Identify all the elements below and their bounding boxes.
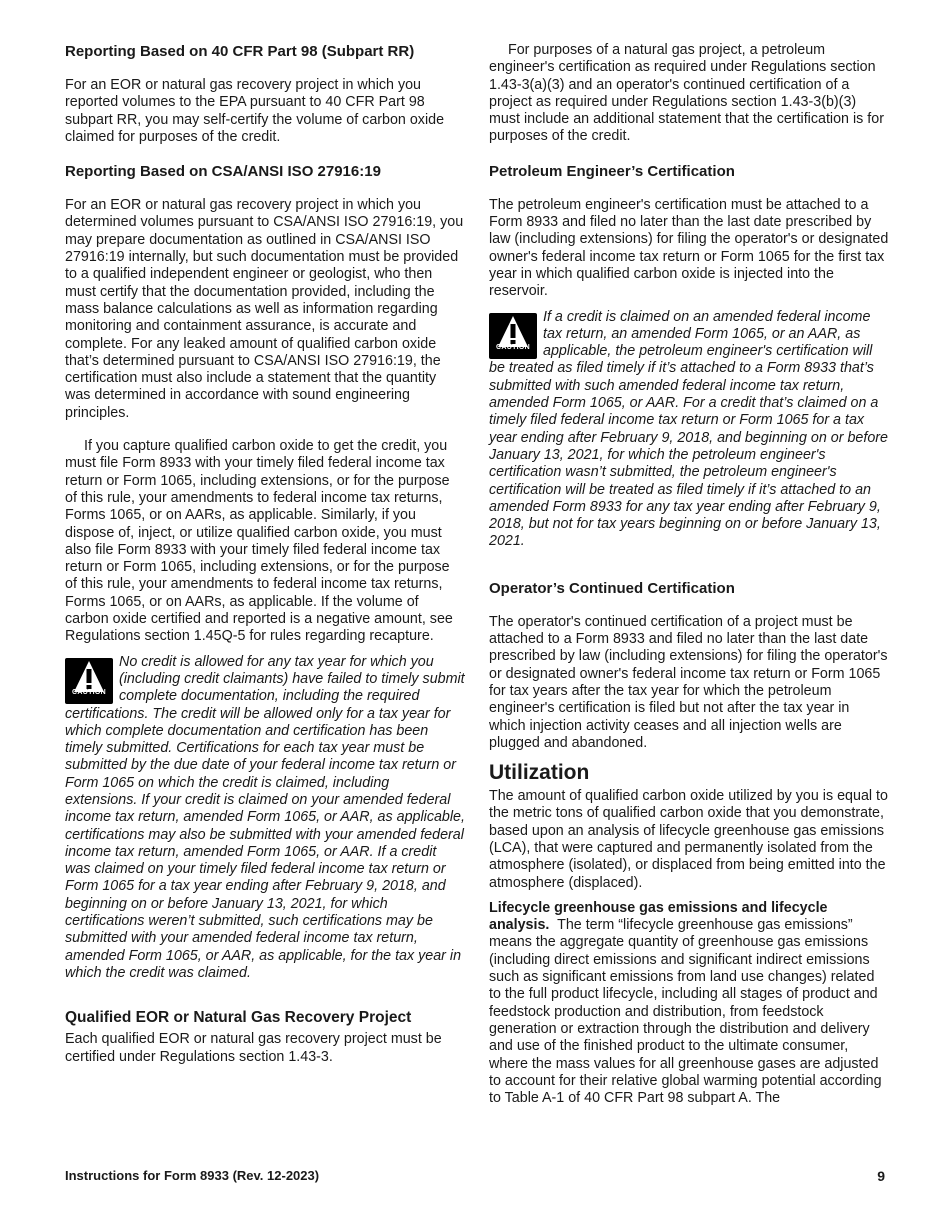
paragraph-subpart-rr: For an EOR or natural gas recovery project in which you reported volumes to the EPA pursuant to 40 CFR Part 98 subpart RR, you may self-certify the volume of carbon oxide claimed for purposes of the credit.: [65, 77, 445, 145]
footer-form-title: Instructions for Form 8933 (Rev. 12-2023): [65, 1168, 320, 1183]
paragraph-iso-27916: For an EOR or natural gas recovery project in which you determined volumes pursuant to CSA/ANSI ISO 27916:19, you may prepare documentation as outlined in CSA/ANSI ISO 27916:19 internally, but such documentation must be provided to a qualified independent engineer or geologist, who then must certify that the documentation provided, including the mass balance calculations as well as information regarding monitoring and containment assurance, is accurate and complete. For any leaked amount of qualified carbon oxide that’s determined pursuant to CSA/ANSI ISO 27916:19, the certification must also include a statement that the quantity was determined in accordance with sound engineering principles.: [65, 197, 464, 421]
paragraph-qualified-eor: Each qualified EOR or natural gas recovery project must be certified under Regulations section 1.43-3.: [65, 1031, 442, 1065]
lifecycle-runin-heading: Lifecycle greenhouse gas emissions and lifecycle analysis.: [489, 899, 828, 934]
caution-text-right: If a credit is claimed on an amended federal income tax return, an amended Form 1065, or an AAR, as applicable, the petroleum engineer's certification will be treated as filed timely if it’s attached to a Form 8933 that’s submitted with such amended federal income tax return, amended Form 1065, or AAR. For a credit that’s claimed on a timely filed federal income tax return or Form 1065 for a tax year ending after February 9, 2018, and beginning on or before January 13, 2021, for which the petroleum engineer's certification wasn’t submitted, the petroleum engineer's certification will be treated as filed timely if it’s attached to an amended Form 8933 for any tax year ending after February 9, 2018, but not for tax years beginning on or before January 13, 2021.: [489, 308, 889, 550]
paragraph-petroleum-engineer: The petroleum engineer's certification must be attached to a Form 8933 and filed no later than the last date prescribed by law (including extensions) for filing the operator's or designated owner's federal income tax return or Form 1065 for the first tax year in which qualified carbon oxide is injected into the reservoir.: [489, 196, 889, 300]
paragraph-utilization: The amount of qualified carbon oxide utilized by you is equal to the metric tons of qualified carbon oxide that you demonstrate, based upon an analysis of lifecycle greenhouse gas emissions (LCA), that were captured and permanently isolated from the atmosphere (isolated), or displaced from being emitted into the atmosphere (displaced).: [489, 788, 888, 891]
heading-operator-certification: Operator’s Continued Certification: [489, 579, 735, 597]
paragraph-operator-certification: The operator's continued certification of a project must be attached to a Form 8933 and filed no later than the last date prescribed by law (including extensions) for filing the operator's or designated owner's federal income tax return or Form 1065 for tax years after the tax year for which the petroleum engineer's certification is filed but not after the tax year in which injection activity ceases and all injection wells are plugged and abandoned.: [489, 613, 888, 751]
heading-iso-27916: Reporting Based on CSA/ANSI ISO 27916:19: [65, 163, 381, 181]
heading-subpart-rr: Reporting Based on 40 CFR Part 98 (Subpart RR): [65, 43, 415, 60]
caution-label: CAUTION: [496, 344, 530, 352]
caution-icon: [65, 658, 113, 704]
page-number: 9: [877, 1168, 885, 1184]
heading-utilization: Utilization: [489, 761, 590, 785]
caution-label: CAUTION: [72, 689, 106, 697]
heading-petroleum-engineer: Petroleum Engineer’s Certification: [489, 162, 735, 180]
caution-icon: [489, 313, 537, 359]
page-footer: [65, 1168, 885, 1183]
caution-block-right: [489, 309, 889, 551]
caution-text-left: No credit is allowed for any tax year for which you (including credit claimants) have failed to timely submit complete documentation, including the required certifications. The credit will be allowed only for a tax year for which complete documentation and certification has been timely submitted. Certifications for each tax year must be submitted by the due date of your federal income tax return or Form 1065 on which the credit is claimed, including extensions. If your credit is claimed on your amended federal income tax return, amended Form 1065, or AAR, as applicable, certifications may also be submitted with your amended federal income tax return, amended Form 1065, or AAR. If a credit was claimed on your timely filed federal income tax return or Form 1065 for a tax year ending after February 9, 2018, and beginning on or before January 13, 2021, for which certifications weren’t submitted, such certifications may be submitted with your amended federal income tax return, amended Form 1065, or AAR, as applicable, for the tax year in which the credit was claimed.: [65, 653, 465, 981]
paragraph-capture: If you capture qualified carbon oxide to get the credit, you must file Form 8933 with your timely filed federal income tax return or Form 1065, including extensions, or for the purpose of this rule, your amendments to federal income tax returns, Forms 1065, or on AARs, as applicable. Similarly, if you dispose of, inject, or utilize qualified carbon oxide, you must also file Form 8933 with your timely filed federal income tax return or Form 1065, including extensions, or for the purpose of this rule, your amendments to federal income tax returns, Forms 1065, or on AARs, as applicable. If the volume of carbon oxide certified and reported is a negative amount, see Regulations section 1.45Q-5 for rules regarding recapture.: [65, 438, 453, 645]
paragraph-lifecycle: [489, 900, 889, 1108]
caution-block-left: [65, 654, 465, 983]
heading-qualified-eor: Qualified EOR or Natural Gas Recovery Project: [65, 1009, 412, 1027]
right-column: [489, 42, 889, 1123]
left-column: [65, 42, 465, 1082]
lifecycle-text: The term “lifecycle greenhouse gas emissions” means the aggregate quantity of greenhouse gas emissions (including direct emissions and significant indirect emissions such as significant emissions from land use changes) related to the full product lifecycle, including all stages of product and feedstock production and distribution, from feedstock generation or extraction through the distribution and delivery and use of the finished product to the ultimate consumer, where the mass values for all greenhouse gases are adjusted to account for their relative global warming potential according to Table A-1 of 40 CFR Part 98 subpart A. The: [489, 917, 882, 1107]
paragraph-natural-gas-purposes: For purposes of a natural gas project, a petroleum engineer's certification as required under Regulations section 1.43-3(a)(3) and an operator's continued certification of a project as required under Regulations section 1.43-3(b)(3) must include an additional statement that the certification is for purposes of the credit.: [489, 42, 884, 145]
